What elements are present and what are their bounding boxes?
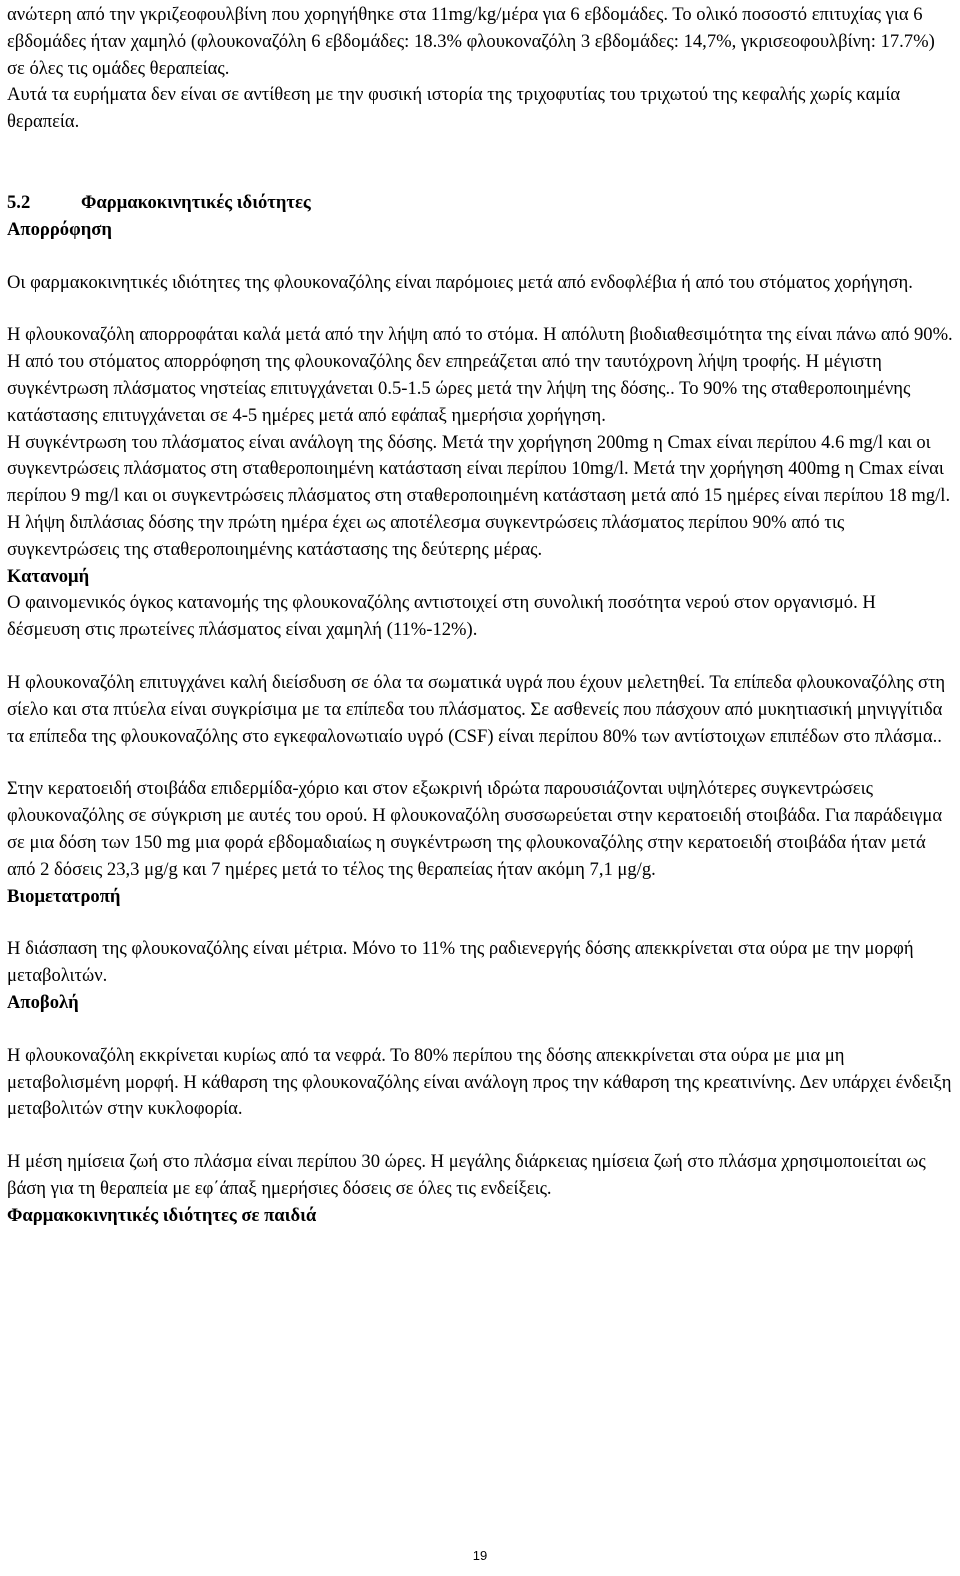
distribution-paragraph-1: Ο φαινομενικός όγκος κατανομής της φλουκοναζόλης αντιστοιχεί στη συνολική ποσότητα νερού στον οργανισμό. Η δέσμευση στις πρωτείνες πλάσματος είναι χαμηλή (11%-12%). (7, 592, 876, 641)
heading-absorption: Απορρόφηση (7, 218, 112, 240)
document-page (7, 0, 953, 1229)
section-heading (7, 190, 953, 217)
heading-distribution: Κατανομή (7, 565, 90, 587)
page-number: 19 (472, 1548, 488, 1563)
heading-children-pharmacokinetics: Φαρμακοκινητικές ιδιότητες σε παιδιά (7, 1204, 317, 1226)
intro-paragraph-1: ανώτερη από την γκριζεοφουλβίνη που χορηγήθηκε στα 11mg/kg/μέρα για 6 εβδομάδες. Το ολικό ποσοστό επιτυχίας για 6 εβδομάδες ήταν χαμηλό (φλουκοναζόλη 6 εβδομάδες: 18.3% φλουκοναζόλη 3 εβδομάδες: 14,7%, γκρισεοφουλβίνη: 17.7%) σε όλες τις ομάδες θεραπείας. (7, 4, 935, 79)
intro-paragraph-2: Αυτά τα ευρήματα δεν είναι σε αντίθεση με την φυσική ιστορία της τριχοφυτίας του τριχωτού της κεφαλής χωρίς καμία θεραπεία. (7, 84, 901, 133)
absorption-paragraph-1: Οι φαρμακοκινητικές ιδιότητες της φλουκοναζόλης είναι παρόμοιες μετά από ενδοφλέβια ή από του στόματος χορήγηση. (7, 271, 913, 293)
metabolism-paragraph-1: Η διάσπαση της φλουκοναζόλης είναι μέτρια. Μόνο το 11% της ραδιενεργής δόσης απεκκρίνεται στα ούρα με την μορφή μεταβολιτών. (7, 938, 914, 987)
heading-metabolism: Βιομετατροπή (7, 885, 121, 907)
distribution-paragraph-2: Η φλουκοναζόλη επιτυγχάνει καλή διείσδυση σε όλα τα σωματικά υγρά που έχουν μελετηθεί. Τα επίπεδα φλουκοναζόλης στη σίελο και στα πτύελα είναι συγκρίσιμα με τα επίπεδα του πλάσματος. Σε ασθενείς που πάσχουν από μυκητιασική μηνιγγίτιδα τα επίπεδα της φλουκοναζόλης στο εγκεφαλονωτιαίο υγρό (CSF) είναι περίπου 80% των αντίστοιχων επιπέδων στο πλάσμα.. (7, 671, 946, 747)
heading-elimination: Αποβολή (7, 991, 79, 1013)
elimination-paragraph-2: Η μέση ημίσεια ζωή στο πλάσμα είναι περίπου 30 ώρες. Η μεγάλης διάρκειας ημίσεια ζωή στο πλάσμα χρησιμοποιείται ως βάση για τη θεραπεία με εφ΄άπαξ ημερήσιες δόσεις σε όλες τις ενδείξεις. (7, 1151, 926, 1199)
absorption-paragraph-2: Η φλουκοναζόλη απορροφάται καλά μετά από την λήψη από το στόμα. Η απόλυτη βιοδιαθεσιμότητα της είναι πάνω από 90%. Η από του στόματος απορρόφηση της φλουκοναζόλης δεν επηρεάζεται από την ταυτόχρονη λήψη τροφής. Η μέγιστη συγκέντρωση πλάσματος νηστείας επιτυγχάνεται 0.5-1.5 ώρες μετά την λήψη της δόσης.. Το 90% της σταθεροποιημένης κατάστασης επιτυγχάνεται σε 4-5 ημέρες μετά από εφάπαξ ημερήσια χορήγηση. (7, 324, 953, 426)
section-number: 5.2 (7, 191, 31, 213)
absorption-paragraph-3: Η συγκέντρωση του πλάσματος είναι ανάλογη της δόσης. Μετά την χορήγηση 200mg η Cmax είναι περίπου 4.6 mg/l και οι συγκεντρώσεις πλάσματος στη σταθεροποιημένη κατάσταση είναι περίπου 10mg/l. Μετά την χορήγηση 400mg η Cmax είναι περίπου 9 mg/l και οι συγκεντρώσεις πλάσματος στη σταθεροποιημένη κατάσταση μετά από 15 ημέρες είναι περίπου 18 mg/l. Η λήψη διπλάσιας δόσης την πρώτη ημέρα έχει ως αποτέλεσμα συγκεντρώσεις πλάσματος περίπου 90% από τις συγκεντρώσεις της σταθεροποιημένης κατάστασης της δεύτερης μέρας. (7, 431, 951, 560)
section-title: Φαρμακοκινητικές ιδιότητες (81, 191, 311, 213)
distribution-paragraph-3: Στην κερατοειδή στοιβάδα επιδερμίδα-χόριο και στον εξωκρινή ιδρώτα παρουσιάζονται υψηλότερες συγκεντρώσεις φλουκοναζόλης σε σύγκριση με αυτές του ορού. Η φλουκοναζόλη συσσωρεύεται στην κερατοειδή στοιβάδα. Για παράδειγμα σε μια δόση των 150 mg μια φορά εβδομαδιαίως η συγκέντρωση της φλουκοναζόλης στην κερατοειδή στοιβάδα ήταν μετά από 2 δόσεις 23,3 μg/g και 7 ημέρες μετά το τέλος της θεραπείας ήταν ακόμη 7,1 μg/g. (7, 778, 943, 880)
elimination-paragraph-1: Η φλουκοναζόλη εκκρίνεται κυρίως από τα νεφρά. Το 80% περίπου της δόσης απεκκρίνεται στα ούρα με μια μη μεταβολισμένη μορφή. Η κάθαρση της φλουκοναζόλης είναι ανάλογη προς την κάθαρση της κρεατινίνης. Δεν υπάρχει ένδειξη μεταβολιτών στην κυκλοφορία. (7, 1044, 952, 1120)
